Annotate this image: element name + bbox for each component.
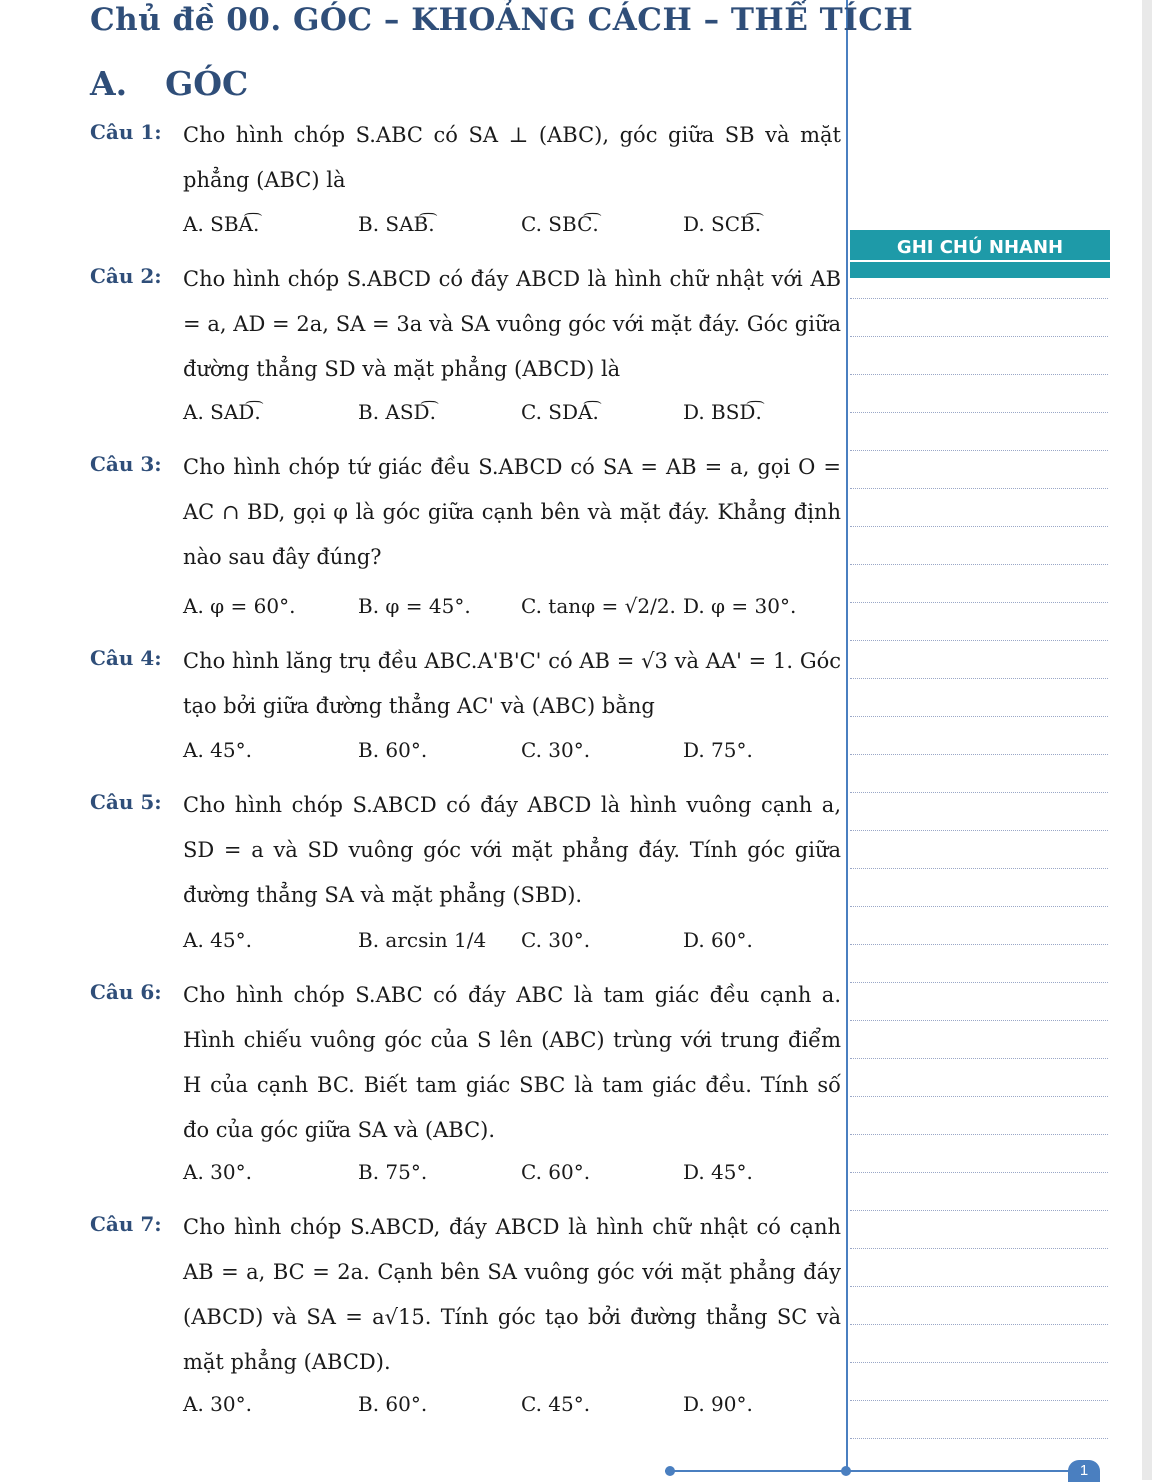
option-a[interactable]: A. φ = 60°.: [183, 594, 296, 618]
footer-dot: [665, 1466, 675, 1476]
note-line: [850, 336, 1108, 337]
option-a[interactable]: A. SAD͡.: [183, 400, 261, 424]
note-line: [850, 1096, 1108, 1097]
answer-options: [183, 1160, 823, 1190]
question-text: Cho hình chóp S.ABCD, đáy ABCD là hình chữ nhật có cạnh AB = a, BC = 2a. Cạnh bên SA vuông góc với mặt phẳng đáy (ABCD) và SA = a√15. Tính góc tạo bởi đường thẳng SC và mặt phẳng (ABCD).: [183, 1215, 841, 1374]
note-line: [850, 640, 1108, 641]
note-line: [850, 1438, 1108, 1439]
note-line: [850, 868, 1108, 869]
notes-title: GHI CHÚ NHANH: [896, 237, 1064, 258]
question-text: Cho hình chóp tứ giác đều S.ABCD có SA = AB = a, gọi O = AC ∩ BD, gọi φ là góc giữa cạnh bên và mặt đáy. Khẳng định nào sau đây đúng?: [183, 455, 841, 569]
note-line: [850, 1020, 1108, 1021]
option-b[interactable]: B. 60°.: [358, 1392, 428, 1416]
answer-options: [183, 594, 823, 624]
note-line: [850, 1324, 1108, 1325]
option-a[interactable]: A. SBA͡.: [183, 212, 260, 236]
note-line: [850, 1248, 1108, 1249]
note-line: [850, 1058, 1108, 1059]
question-text: Cho hình chóp S.ABC có đáy ABC là tam giác đều cạnh a. Hình chiếu vuông góc của S lên (ABC) trùng với trung điểm H của cạnh BC. Biết tam giác SBC là tam giác đều. Tính số đo của góc giữa SA và (ABC).: [183, 983, 841, 1142]
question-label: Câu 2:: [90, 264, 162, 288]
option-c[interactable]: C. 45°.: [521, 1392, 591, 1416]
option-c[interactable]: C. 30°.: [521, 738, 591, 762]
option-b[interactable]: B. arcsin 1/4: [358, 928, 487, 952]
question-text: Cho hình chóp S.ABC có SA ⊥ (ABC), góc giữa SB và mặt phẳng (ABC) là: [183, 123, 841, 192]
option-c[interactable]: C. 30°.: [521, 928, 591, 952]
note-line: [850, 564, 1108, 565]
option-c[interactable]: C. SBC͡.: [521, 212, 599, 236]
option-d[interactable]: D. BSD͡.: [683, 400, 762, 424]
note-line: [850, 754, 1108, 755]
note-line: [850, 982, 1108, 983]
option-b[interactable]: B. 75°.: [358, 1160, 428, 1184]
question-text: Cho hình chóp S.ABCD có đáy ABCD là hình vuông cạnh a, SD = a và SD vuông góc với mặt phẳng đáy. Tính góc giữa đường thẳng SA và mặt phẳng (SBD).: [183, 793, 841, 907]
question-label: Câu 1:: [90, 120, 162, 144]
note-line: [850, 678, 1108, 679]
option-d[interactable]: D. φ = 30°.: [683, 594, 797, 618]
page-number: 1: [1068, 1460, 1100, 1482]
note-line: [850, 488, 1108, 489]
answer-options: [183, 738, 823, 768]
question-label: Câu 3:: [90, 452, 162, 476]
answer-options: [183, 212, 823, 242]
note-line: [850, 374, 1108, 375]
section-heading: [90, 64, 248, 103]
option-a[interactable]: A. 45°.: [183, 738, 252, 762]
note-line: [850, 716, 1108, 717]
section-title: GÓC: [165, 64, 249, 103]
page-footer: [665, 1462, 1089, 1480]
option-c[interactable]: C. 60°.: [521, 1160, 591, 1184]
notes-header-rule: [850, 260, 1110, 262]
option-a[interactable]: A. 30°.: [183, 1160, 252, 1184]
note-line: [850, 526, 1108, 527]
note-line: [850, 412, 1108, 413]
notes-area[interactable]: [850, 278, 1108, 1448]
footer-dot: [841, 1466, 851, 1476]
option-b[interactable]: B. SAB͡.: [358, 212, 435, 236]
option-c[interactable]: C. tanφ = √2/2.: [521, 594, 676, 618]
question-label: Câu 4:: [90, 646, 162, 670]
question-label: Câu 6:: [90, 980, 162, 1004]
option-d[interactable]: D. 45°.: [683, 1160, 753, 1184]
note-line: [850, 792, 1108, 793]
note-line: [850, 1210, 1108, 1211]
option-b[interactable]: B. φ = 45°.: [358, 594, 471, 618]
chapter-title: Chủ đề 00. GÓC – KHOẢNG CÁCH – THỂ TÍCH: [90, 2, 914, 38]
option-d[interactable]: D. 60°.: [683, 928, 753, 952]
option-d[interactable]: D. SCB͡.: [683, 212, 762, 236]
note-line: [850, 602, 1108, 603]
option-d[interactable]: D. 75°.: [683, 738, 753, 762]
option-b[interactable]: B. 60°.: [358, 738, 428, 762]
note-line: [850, 906, 1108, 907]
note-line: [850, 1134, 1108, 1135]
note-line: [850, 1400, 1108, 1401]
note-line: [850, 1362, 1108, 1363]
note-line: [850, 944, 1108, 945]
note-line: [850, 450, 1108, 451]
option-a[interactable]: A. 45°.: [183, 928, 252, 952]
page-edge: [1142, 0, 1152, 1480]
question-text: Cho hình chóp S.ABCD có đáy ABCD là hình chữ nhật với AB = a, AD = 2a, SA = 3a và SA vuông góc với mặt đáy. Góc giữa đường thẳng SD và mặt phẳng (ABCD) là: [183, 267, 841, 381]
question-label: Câu 7:: [90, 1212, 162, 1236]
section-letter: A.: [90, 64, 128, 103]
option-b[interactable]: B. ASD͡.: [358, 400, 436, 424]
option-d[interactable]: D. 90°.: [683, 1392, 753, 1416]
question-label: Câu 5:: [90, 790, 162, 814]
answer-options: [183, 400, 823, 430]
option-a[interactable]: A. 30°.: [183, 1392, 252, 1416]
note-line: [850, 1286, 1108, 1287]
margin-rule: [846, 0, 848, 1472]
note-line: [850, 1172, 1108, 1173]
notes-header: [850, 230, 1110, 278]
answer-options: [183, 1392, 823, 1422]
answer-options: [183, 928, 823, 958]
note-line: [850, 830, 1108, 831]
question-text: Cho hình lăng trụ đều ABC.A'B'C' có AB = √3 và AA' = 1. Góc tạo bởi giữa đường thẳng AC' và (ABC) bằng: [183, 649, 841, 718]
footer-rule: [665, 1470, 1070, 1472]
note-line: [850, 298, 1108, 299]
option-c[interactable]: C. SDA͡.: [521, 400, 599, 424]
